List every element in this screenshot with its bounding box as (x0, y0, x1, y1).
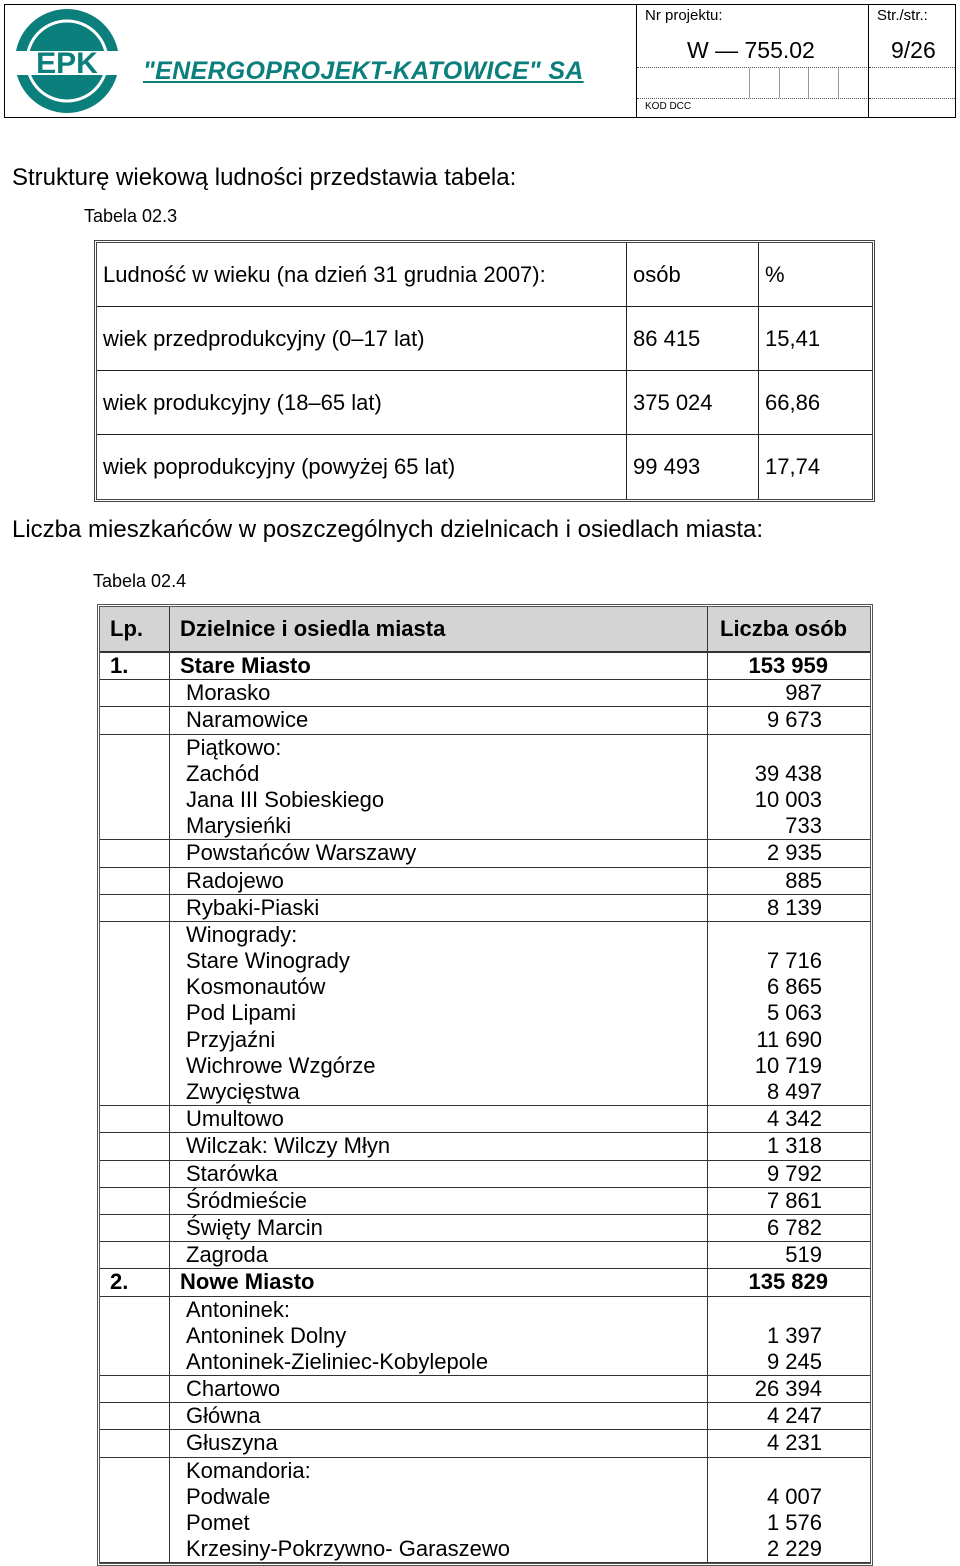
cell-lp (100, 707, 170, 734)
name-line: Powstańców Warszawy (186, 840, 417, 866)
cell-name (170, 653, 708, 680)
cell-count (708, 680, 870, 707)
table-row (97, 371, 872, 435)
cell-label: wiek przedprodukcyjny (0–17 lat) (97, 307, 627, 371)
cell-name (170, 707, 708, 734)
cell-count (708, 1133, 870, 1160)
cell-lp (100, 895, 170, 922)
table-row (97, 243, 872, 307)
name-line: Wichrowe Wzgórze (186, 1052, 376, 1078)
page-label: Str./str.: (877, 7, 928, 24)
age-structure-table (94, 240, 875, 502)
count-line: 9 792 (766, 1160, 822, 1186)
table-row (97, 435, 872, 499)
table-row (100, 1297, 870, 1377)
cell-lp (100, 1297, 170, 1377)
name-line: Głuszyna (186, 1430, 278, 1456)
cell-count (708, 1376, 870, 1403)
cell-name (170, 680, 708, 707)
table-row (100, 1242, 870, 1269)
cell-pct: 66,86 (759, 371, 872, 435)
page-cell (869, 5, 955, 117)
count-line: 1 397 (766, 1322, 822, 1348)
table-row (100, 680, 870, 707)
count-line: 26 394 (754, 1376, 822, 1402)
table-row (100, 1106, 870, 1133)
cell-name (170, 1215, 708, 1242)
cell-count (708, 1403, 870, 1430)
count-line: 4 231 (766, 1430, 822, 1456)
cell-name (170, 1376, 708, 1403)
cell-pct: % (759, 243, 872, 307)
count-line: 2 229 (766, 1536, 822, 1562)
cell-lp (100, 680, 170, 707)
header-count: Liczba osób (708, 607, 870, 653)
cell-count (708, 1458, 870, 1564)
count-line (708, 1458, 822, 1484)
name-line: Naramowice (186, 707, 309, 733)
cell-count (708, 922, 870, 1106)
cell-pct: 17,74 (765, 454, 821, 479)
count-line (708, 1297, 822, 1323)
count-line: 10 719 (754, 1052, 822, 1078)
table-row (100, 868, 870, 895)
cell-lp (100, 1376, 170, 1403)
cell-count (708, 1215, 870, 1242)
table-row (100, 1215, 870, 1242)
table-row (100, 1376, 870, 1403)
table-row (100, 707, 870, 734)
cell-lp (100, 1215, 170, 1242)
table-row (100, 1458, 870, 1564)
cell-lp (100, 922, 170, 1106)
name-line: Antoninek: (186, 1296, 290, 1322)
cell-count (708, 1106, 870, 1133)
name-line: Morasko (186, 680, 271, 706)
kod-boxes (749, 68, 867, 98)
count-line: 2 935 (766, 840, 822, 866)
cell-count (708, 868, 870, 895)
cell-lp (100, 1242, 170, 1269)
cell-count (708, 1430, 870, 1457)
table-caption-02-4: Tabela 02.4 (93, 571, 187, 591)
district-row (100, 1269, 870, 1296)
table-row (100, 1161, 870, 1188)
cell-name (170, 895, 708, 922)
name-line: Antoninek-Zieliniec-Kobylepole (186, 1348, 489, 1374)
name-line: Podwale (186, 1483, 271, 1509)
project-number: W — 755.02 (687, 37, 815, 63)
name-line: Antoninek Dolny (186, 1322, 347, 1348)
cell-count (708, 653, 870, 680)
name-line: Przyjaźni (186, 1026, 276, 1052)
cell-count (708, 1269, 870, 1296)
name-line: Pod Lipami (186, 1000, 297, 1026)
cell-count (708, 895, 870, 922)
name-line: Radojewo (186, 867, 284, 893)
count-line: 7 716 (766, 948, 822, 974)
intro-paragraph-age: Strukturę wiekową ludności przedstawia tabela: (12, 164, 517, 191)
cell-lp (100, 1188, 170, 1215)
page-number: 9/26 (891, 37, 936, 63)
cell-count (708, 1242, 870, 1269)
cell-lp (100, 1106, 170, 1133)
cell-lp (100, 840, 170, 867)
name-line: Umultowo (186, 1106, 284, 1132)
cell-name (170, 1242, 708, 1269)
table-row (100, 1403, 870, 1430)
table-row (100, 1430, 870, 1457)
kod-label: KOD DCC (645, 101, 692, 112)
cell-count: 375 024 (627, 371, 759, 435)
epk-logo (13, 7, 121, 115)
count-line (708, 735, 822, 761)
table-row (100, 1133, 870, 1160)
name-line: Zachód (186, 760, 260, 786)
count-line (708, 922, 822, 948)
header-lp: Lp. (100, 607, 170, 653)
cell-name (170, 1403, 708, 1430)
cell-name (170, 1133, 708, 1160)
name-line: Śródmieście (186, 1187, 308, 1213)
count-line: 885 (785, 867, 822, 893)
cell-lp (100, 1403, 170, 1430)
table-row (100, 735, 870, 841)
intro-paragraph-districts: Liczba mieszkańców w poszczególnych dzielnicach i osiedlach miasta: (12, 516, 764, 543)
cell-count: 99 493 (627, 435, 759, 499)
name-line: Chartowo (186, 1376, 281, 1402)
company-name: "ENERGOPROJEKT-KATOWICE" SA (143, 57, 584, 85)
table-row (100, 840, 870, 867)
cell-name (170, 840, 708, 867)
cell-count (708, 1161, 870, 1188)
name-line: Piątkowo: (186, 734, 282, 760)
count-line: 1 576 (766, 1510, 822, 1536)
name-line: Nowe Miasto (180, 1269, 315, 1295)
table-row (97, 307, 872, 371)
cell-label: wiek poprodukcyjny (powyżej 65 lat) (97, 435, 627, 499)
divider (637, 98, 867, 99)
cell-name (170, 868, 708, 895)
name-line: Starówka (186, 1160, 278, 1186)
logo-text: EPK (36, 47, 98, 80)
cell-name (170, 1106, 708, 1133)
logo-cell (5, 5, 637, 117)
cell-lp (100, 1458, 170, 1564)
name-line: Stare Winogrady (186, 948, 350, 974)
table-row (100, 895, 870, 922)
project-cell (637, 5, 869, 117)
cell-lp (100, 1161, 170, 1188)
count-line: 8 139 (766, 894, 822, 920)
cell-count (708, 1188, 870, 1215)
name-line: Krzesiny-Pokrzywno- Garaszewo (186, 1536, 510, 1562)
count-line: 10 003 (754, 786, 822, 812)
count-line: 7 861 (766, 1187, 822, 1213)
name-line: Jana III Sobieskiego (186, 786, 385, 812)
name-line: Rybaki-Piaski (186, 894, 320, 920)
project-label: Nr projektu: (645, 7, 723, 24)
name-line: Główna (186, 1403, 261, 1429)
cell-pct: 15,41 (759, 307, 872, 371)
name-line: Stare Miasto (180, 653, 311, 678)
count-line: 733 (785, 813, 822, 839)
cell-label: wiek produkcyjny (18–65 lat) (97, 371, 627, 435)
count-line: 5 063 (766, 1000, 822, 1026)
name-line: Pomet (186, 1510, 250, 1536)
name-line: Wilczak: Wilczy Młyn (186, 1133, 391, 1159)
count-line: 153 959 (748, 653, 828, 678)
cell-count (708, 707, 870, 734)
cell-name (170, 1269, 708, 1296)
name-line: Marysieńki (186, 813, 292, 839)
cell-name (170, 1430, 708, 1457)
table-header-row (100, 607, 870, 653)
cell-lp (100, 1133, 170, 1160)
table-caption-02-3: Tabela 02.3 (84, 206, 178, 226)
count-line: 6 782 (766, 1214, 822, 1240)
name-line: Zwycięstwa (186, 1079, 300, 1105)
cell-name (170, 1188, 708, 1215)
cell-lp (100, 1430, 170, 1457)
document-header (4, 4, 956, 118)
count-line: 135 829 (748, 1269, 828, 1295)
name-line: Święty Marcin (186, 1214, 323, 1240)
cell-label: Ludność w wieku (na dzień 31 grudnia 2007): (97, 243, 627, 307)
name-line: Zagroda (186, 1242, 268, 1268)
district-row (100, 653, 870, 680)
cell-name (170, 1458, 708, 1564)
cell-count (708, 840, 870, 867)
cell-name (170, 1161, 708, 1188)
count-line: 519 (785, 1242, 822, 1268)
divider (869, 98, 955, 99)
count-line: 1 318 (766, 1133, 822, 1159)
count-line: 39 438 (754, 760, 822, 786)
divider (869, 67, 955, 68)
cell-name (170, 922, 708, 1106)
cell-lp: 2. (100, 1269, 170, 1296)
count-line: 8 497 (766, 1079, 822, 1105)
cell-count (708, 1297, 870, 1377)
cell-count (708, 735, 870, 841)
districts-table (97, 604, 873, 1566)
cell-lp (100, 735, 170, 841)
count-line: 9 673 (766, 707, 822, 733)
count-line: 4 247 (766, 1403, 822, 1429)
count-line: 4 007 (766, 1483, 822, 1509)
table-row (100, 1188, 870, 1215)
cell-lp: 1. (100, 653, 170, 680)
count-line: 6 865 (766, 974, 822, 1000)
cell-name (170, 735, 708, 841)
name-line: Winogrady: (186, 921, 298, 947)
count-line: 4 342 (766, 1106, 822, 1132)
cell-count: 86 415 (627, 307, 759, 371)
table-row (100, 922, 870, 1106)
cell-lp (100, 868, 170, 895)
name-line: Kosmonautów (186, 974, 326, 1000)
cell-name (170, 1297, 708, 1377)
count-line: 11 690 (756, 1026, 822, 1052)
name-line: Komandoria: (186, 1457, 311, 1483)
cell-count: osób (627, 243, 759, 307)
count-line: 987 (785, 680, 822, 706)
header-name: Dzielnice i osiedla miasta (170, 607, 708, 653)
count-line: 9 245 (766, 1348, 822, 1374)
